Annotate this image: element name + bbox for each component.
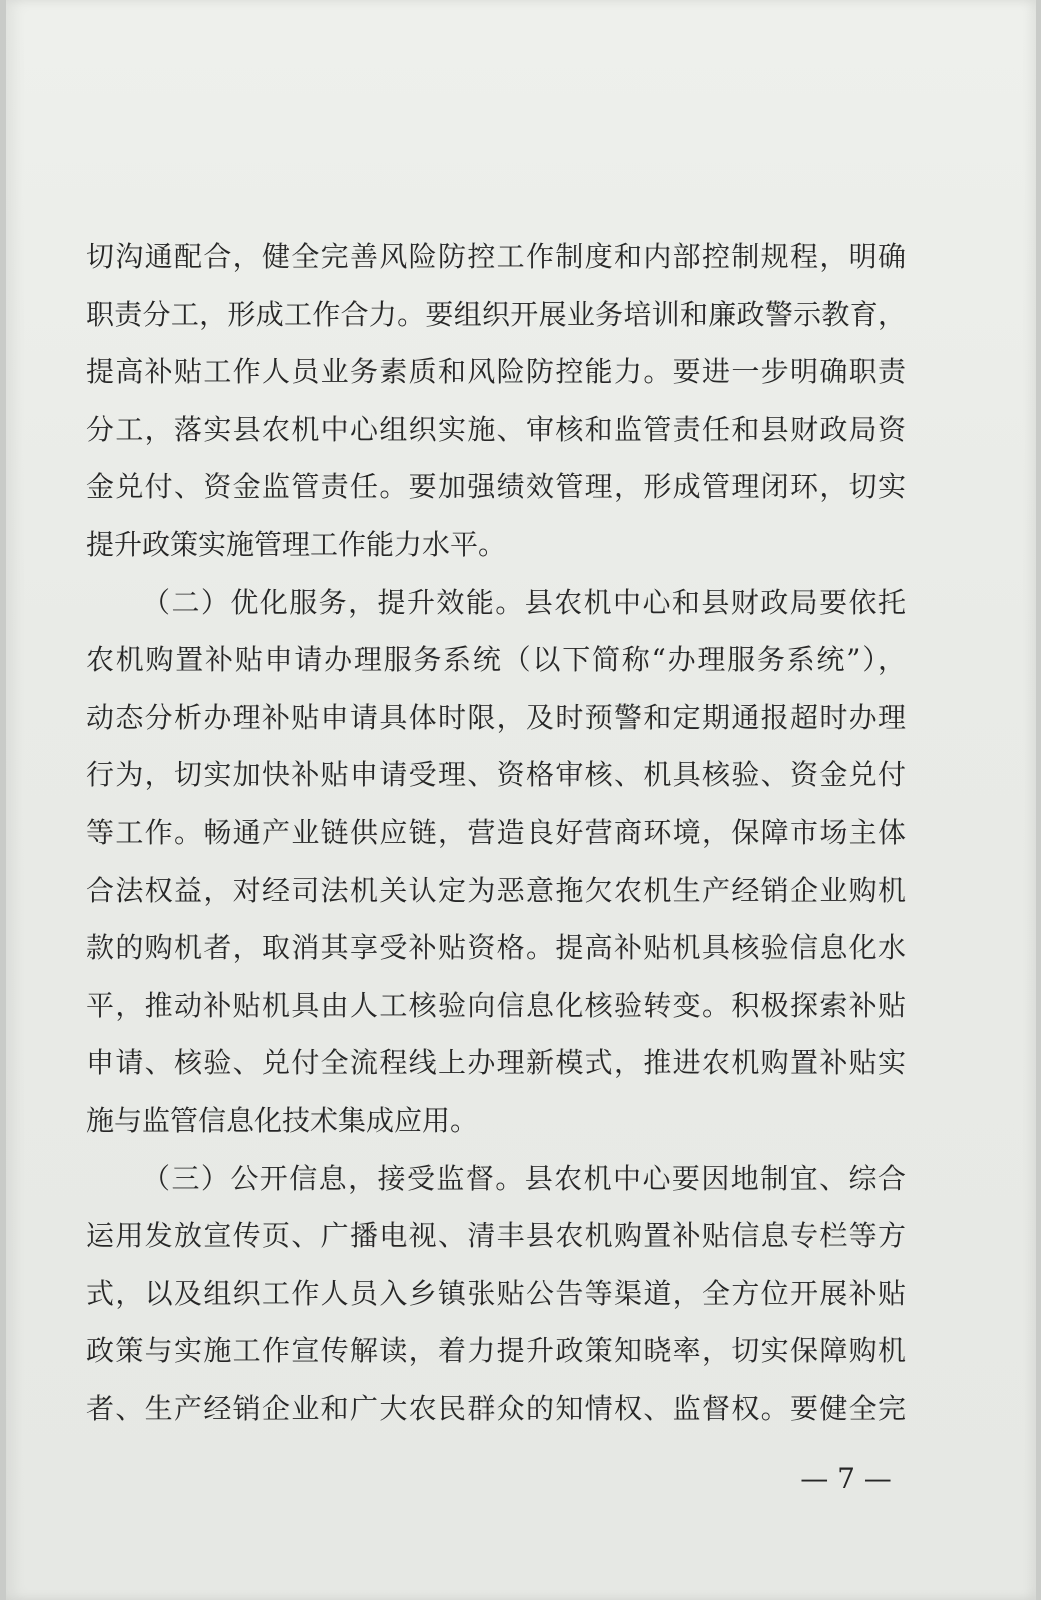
document-page	[6, 0, 1036, 1600]
section-heading-line: （三）公开信息，接受监督。县农机中心要因地制宜、综合	[142, 1161, 906, 1195]
section-heading-line: （二）优化服务，提升效能。县农机中心和县财政局要依托	[142, 585, 906, 619]
body-line: 平，推动补贴机具由人工核验向信息化核验转变。积极探索补贴	[86, 988, 906, 1022]
body-line: 者、生产经销企业和广大农民群众的知情权、监督权。要健全完	[86, 1391, 906, 1425]
body-line: 等工作。畅通产业链供应链，营造良好营商环境，保障市场主体	[86, 815, 906, 849]
body-line: 提升政策实施管理工作能力水平。	[86, 527, 507, 561]
body-line: 合法权益，对经司法机关认定为恶意拖欠农机生产经销企业购机	[86, 873, 906, 907]
body-line: 款的购机者，取消其享受补贴资格。提高补贴机具核验信息化水	[86, 931, 906, 965]
body-text	[86, 228, 906, 1437]
body-line: 式，以及组织工作人员入乡镇张贴公告等渠道，全方位开展补贴	[86, 1276, 906, 1310]
body-line: 金兑付、资金监管责任。要加强绩效管理，形成管理闭环，切实	[86, 470, 906, 504]
body-line: 施与监管信息化技术集成应用。	[86, 1103, 479, 1137]
body-line: 行为，切实加快补贴申请受理、资格审核、机具核验、资金兑付	[86, 758, 906, 792]
body-line: 职责分工，形成工作合力。要组织开展业务培训和廉政警示教育，	[86, 297, 906, 331]
body-line: 提高补贴工作人员业务素质和风险防控能力。要进一步明确职责	[86, 355, 906, 389]
page-number: — 7 —	[800, 1462, 892, 1495]
body-line: 申请、核验、兑付全流程线上办理新模式，推进农机购置补贴实	[86, 1046, 906, 1080]
body-line: 分工，落实县农机中心组织实施、审核和监管责任和县财政局资	[86, 412, 906, 446]
body-line: 农机购置补贴申请办理服务系统（以下简称“办理服务系统”），	[86, 643, 906, 677]
body-line: 政策与实施工作宣传解读，着力提升政策知晓率，切实保障购机	[86, 1334, 906, 1368]
body-line: 切沟通配合，健全完善风险防控工作制度和内部控制规程，明确	[86, 240, 906, 273]
body-line: 运用发放宣传页、广播电视、清丰县农机购置补贴信息专栏等方	[86, 1219, 906, 1253]
body-line: 动态分析办理补贴申请具体时限，及时预警和定期通报超时办理	[86, 700, 906, 734]
